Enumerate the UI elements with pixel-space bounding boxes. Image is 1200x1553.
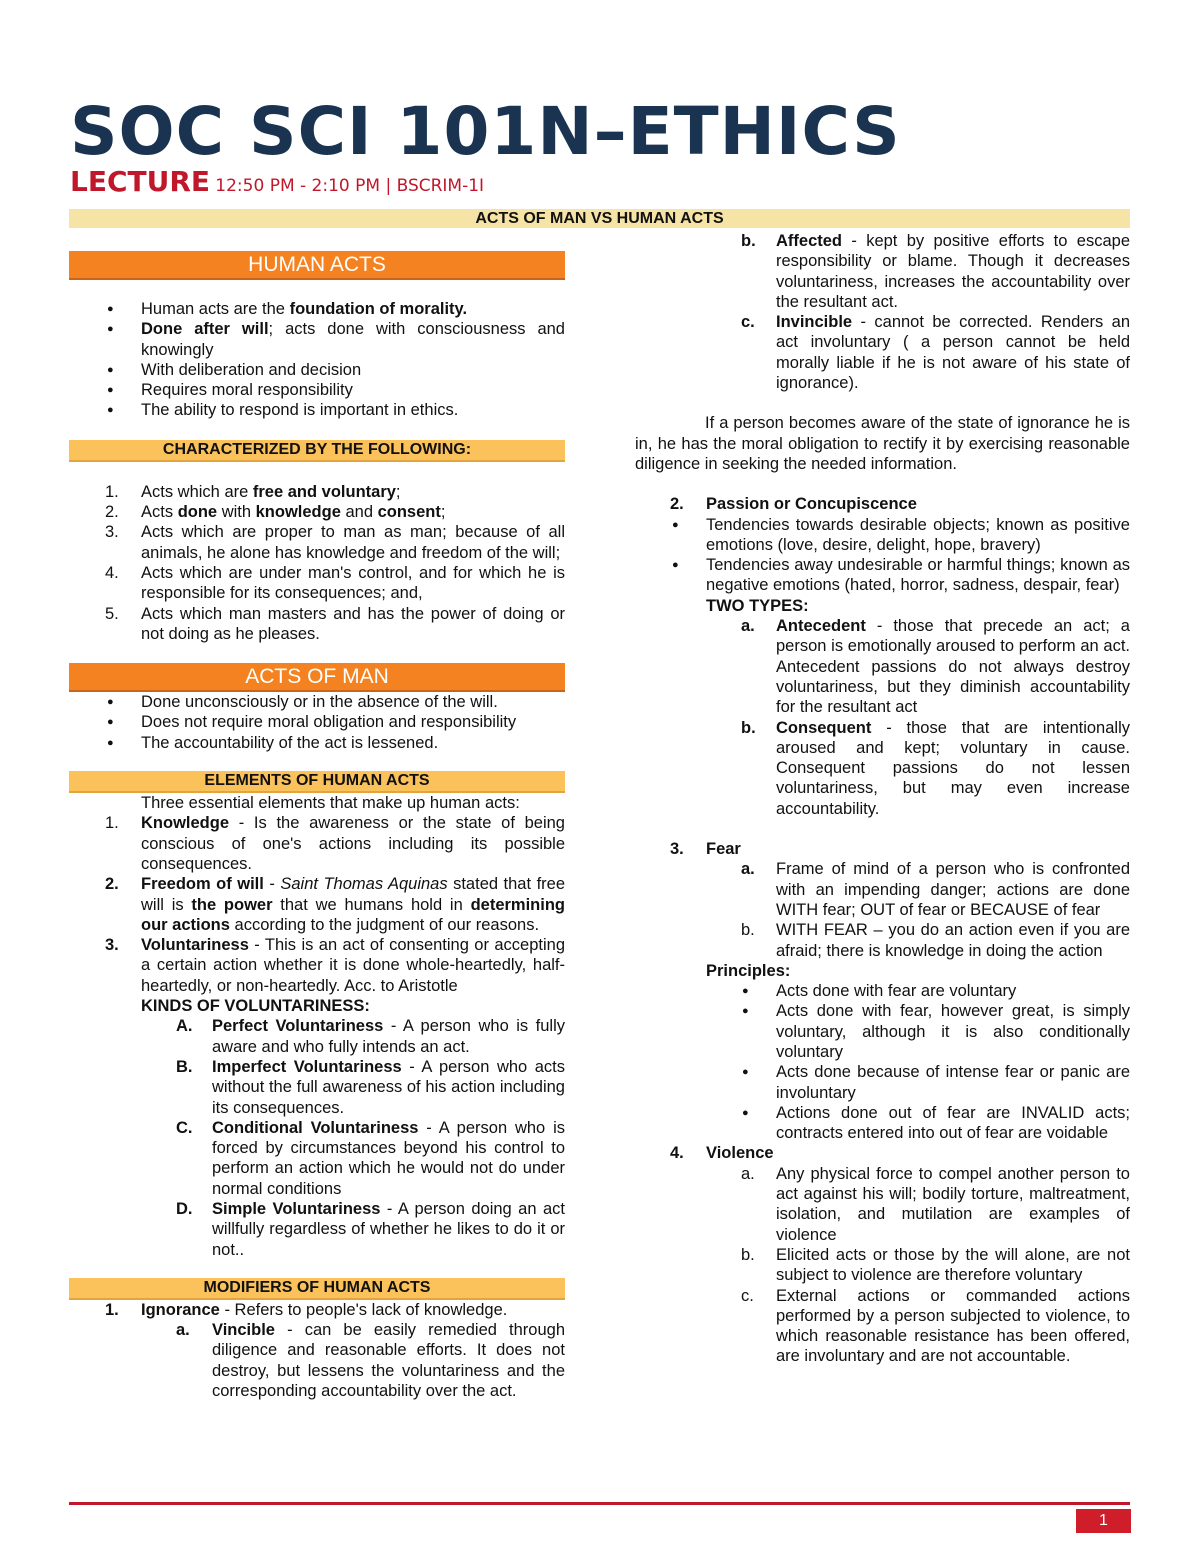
list-item: ● Tendencies towards desirable objects; known as positive emotions (love, desire, delight, hope, bravery) [672, 515, 1130, 554]
modifiers-list [69, 1300, 565, 1401]
list-item: a. Antecedent - those that precede an act; a person is emotionally aroused to perform an act. Antecedent passions do not always destroy voluntariness, but they diminish accountability for the resultant act [741, 617, 1130, 717]
list-item: 1. Ignorance - Refers to people's lack of knowledge. [105, 1300, 508, 1319]
bullet-icon: ● [742, 1066, 749, 1079]
list-item: ● With deliberation and decision [107, 360, 362, 379]
list-item: ● Done after will; acts done with consciousness and knowingly [107, 320, 565, 359]
acts-of-man-heading: ACTS OF MAN [69, 663, 565, 692]
list-item: c. Invincible - cannot be corrected. Renders an act involuntary ( a person cannot be held morally liable if he is not aware of his state of ignorance). [741, 313, 1130, 393]
bullet-icon: ● [107, 696, 114, 709]
list-item: ● The accountability of the act is lessened. [107, 733, 439, 752]
bullet-icon: ● [672, 518, 679, 531]
list-item: ● The ability to respond is important in ethics. [107, 401, 459, 420]
list-item: A. Perfect Voluntariness - A person who is fully aware and who fully intends an act. [176, 1017, 565, 1056]
bullet-icon: ● [107, 303, 114, 315]
list-item: ● Does not require moral obligation and responsibility [107, 713, 517, 732]
lecture-label: LECTURE [70, 165, 211, 198]
right-column [635, 231, 1130, 1367]
lecture-line [70, 165, 485, 198]
list-item: a. Vincible - can be easily remedied through diligence and reasonable efforts. It does not destroy, but lessens the voluntariness and the corresponding accountability over the act. [176, 1321, 565, 1401]
two-types-heading: TWO TYPES: [706, 596, 809, 615]
list-item: a. Frame of mind of a person who is confronted with an impending danger; actions are done WITH fear; OUT of fear or BECAUSE of fear [741, 860, 1130, 919]
bullet-icon: ● [107, 363, 114, 376]
list-item: c. External actions or commanded actions performed by a person subjected to violence, to which reasonable resistance has been offered, are involuntary and are not accountable. [741, 1286, 1130, 1366]
bullet-icon: ● [742, 1005, 749, 1018]
list-item: ● Human acts are the foundation of morality. [107, 300, 468, 318]
list-item: ● Acts done with fear are voluntary [742, 982, 1017, 1001]
list-item: a. Any physical force to compel another person to act against his will; bodily torture, maltreatment, isolation, and mutilation are examples of violence [741, 1164, 1130, 1244]
elements-heading: ELEMENTS OF HUMAN ACTS [69, 771, 565, 793]
modifiers-heading: MODIFIERS OF HUMAN ACTS [69, 1278, 565, 1300]
bullet-icon: ● [742, 985, 749, 998]
list-item: ● Requires moral responsibility [107, 381, 353, 400]
list-item: 2. Acts done with knowledge and consent; [105, 503, 446, 522]
human-acts-list [69, 299, 565, 421]
human-acts-heading: HUMAN ACTS [69, 251, 565, 280]
list-item: ● Acts done with fear, however great, is simply voluntary, although it is also conditionally voluntary [742, 1002, 1130, 1061]
bullet-icon: ● [107, 404, 114, 417]
list-item: b. Affected - kept by positive efforts to escape responsibility or blame. Though it decreases voluntariness, increases the accountability over the resultant act. [741, 232, 1130, 311]
passion-title: 2. Passion or Concupiscence [670, 495, 917, 514]
bullet-icon: ● [107, 384, 114, 397]
bullet-icon: ● [672, 559, 679, 572]
list-item: 3. Acts which are proper to man as man; because of all animals, he alone has knowledge and freedom of the will; [105, 523, 565, 562]
characterized-list [69, 482, 565, 644]
page-number: 1 [1076, 1509, 1131, 1533]
violence-title: 4. Violence [670, 1144, 774, 1163]
footer-rule [69, 1502, 1130, 1505]
elements-intro: Three essential elements that make up human acts: [141, 794, 520, 813]
kinds-heading: KINDS OF VOLUNTARINESS: [141, 997, 370, 1016]
elements-list [69, 793, 565, 1260]
principles-heading: Principles: [706, 961, 791, 980]
list-item: b. Elicited acts or those by the will alone, are not subject to violence are therefore voluntary [741, 1245, 1130, 1285]
left-column [69, 231, 565, 1401]
list-item: D. Simple Voluntariness - A person doing an act willfully regardless of whether he likes to do it or not.. [176, 1199, 565, 1259]
list-item: 1. Acts which are free and voluntary; [105, 482, 401, 501]
list-item: ● Done unconsciously or in the absence of the will. [107, 693, 498, 712]
acts-of-man-list [69, 692, 565, 753]
list-item: C. Conditional Voluntariness - A person who is forced by circumstances beyond his control to perform an action which he would not do under normal conditions [176, 1118, 565, 1198]
bullet-icon: ● [107, 323, 114, 336]
topic-title: ACTS OF MAN VS HUMAN ACTS [475, 210, 724, 227]
ignorance-paragraph: If a person becomes aware of the state of ignorance he is in, he has the moral obligation to rectify it by exercising reasonable diligence in seeking the needed information. [635, 414, 1130, 473]
lecture-schedule: 12:50 PM - 2:10 PM | BSCRIM-1I [215, 176, 485, 196]
bullet-icon: ● [107, 716, 114, 729]
characterized-heading: CHARACTERIZED BY THE FOLLOWING: [69, 440, 565, 462]
fear-title: 3. Fear [670, 840, 741, 859]
list-item: 2. Freedom of will - Saint Thomas Aquinas stated that free will is the power that we humans hold in determining our actions according to the judgment of our reasons. [105, 875, 565, 934]
list-item: 1. Knowledge - Is the awareness or the state of being conscious of one's actions including its possible consequences. [105, 814, 565, 873]
list-item: ● Acts done because of intense fear or panic are involuntary [742, 1063, 1130, 1102]
list-item: ● Actions done out of fear are INVALID acts; contracts entered into out of fear are voidable [742, 1103, 1130, 1143]
list-item: ● Tendencies away undesirable or harmful things; known as negative emotions (hated, horror, sadness, despair, fear) [672, 556, 1130, 595]
bullet-icon: ● [742, 1106, 749, 1119]
bullet-icon: ● [107, 736, 114, 749]
list-item: 4. Acts which are under man's control, and for which he is responsible for its consequences; and, [105, 563, 565, 603]
document-title: SOC SCI 101N–ETHICS [70, 93, 901, 170]
list-item: B. Imperfect Voluntariness - A person who acts without the full awareness of his action including its consequences. [176, 1057, 565, 1117]
list-item: b. Consequent - those that are intentionally aroused and kept; voluntary in cause. Consequent passions do not lessen voluntariness, but may even increase accountability. [741, 718, 1130, 818]
list-item: 3. Voluntariness - This is an act of consenting or accepting a certain action whether it is done whole-heartedly, half-heartedly, or non-heartedly. Acc. to Aristotle [105, 936, 565, 995]
list-item: b. WITH FEAR – you do an action even if you are afraid; there is knowledge in doing the action [741, 921, 1130, 960]
list-item: 5. Acts which man masters and has the power of doing or not doing as he pleases. [105, 604, 565, 643]
